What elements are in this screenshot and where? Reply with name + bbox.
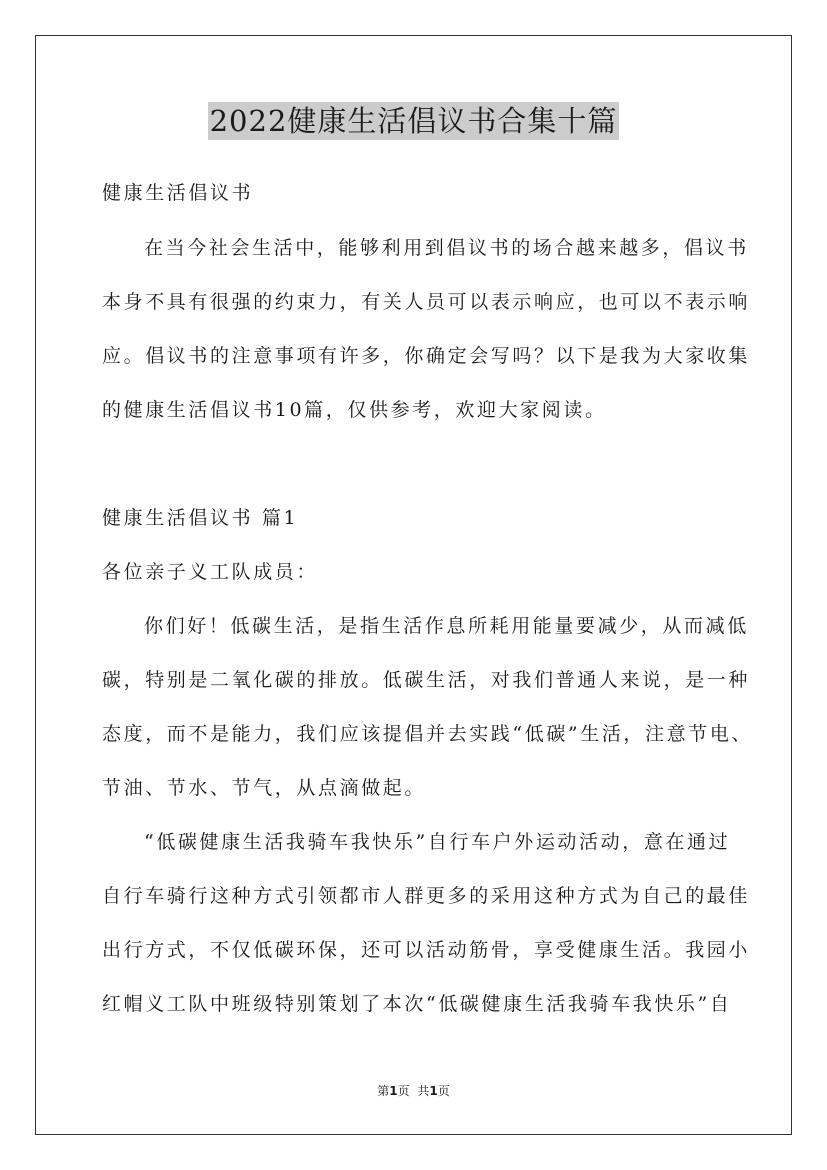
intro-line-4: 的健康生活倡议书10篇，仅供参考，欢迎大家阅读。	[102, 399, 607, 421]
intro-line-1: 在当今社会生活中，能够利用到倡议书的场合越来越多，倡议书	[144, 237, 749, 259]
para1-line-2: 碳，特别是二氧化碳的排放。低碳生活，对我们普通人来说，是一种	[102, 669, 751, 691]
salutation: 各位亲子义工队成员：	[102, 561, 319, 583]
intro-line-2: 本身不具有很强的约束力，有关人员可以表示响应，也可以不表示响	[102, 291, 751, 313]
section-heading: 健康生活倡议书 篇1	[102, 507, 299, 529]
para1-line-4: 节油、节水、节气，从点滴做起。	[102, 777, 427, 799]
footer-page-number: 1	[389, 1084, 398, 1098]
document-title-wrap	[0, 100, 827, 142]
footer-total-pages: 1	[429, 1084, 438, 1098]
footer-total-prefix: 共	[417, 1084, 430, 1098]
para2-line-4: 红帽义工队中班级特别策划了本次“低碳健康生活我骑车我快乐”自	[102, 993, 732, 1015]
para2-line-3: 出行方式，不仅低碳环保，还可以活动筋骨，享受健康生活。我园小	[102, 939, 751, 961]
para1-line-1: 你们好！低碳生活，是指生活作息所耗用能量要减少，从而减低	[144, 615, 749, 637]
intro-heading: 健康生活倡议书	[102, 182, 254, 204]
para1-line-3: 态度，而不是能力，我们应该提倡并去实践“低碳”生活，注意节电、	[102, 723, 754, 745]
page-footer	[0, 1082, 827, 1099]
document-title: 2022健康生活倡议书合集十篇	[209, 104, 618, 138]
footer-page-suffix: 页	[397, 1084, 410, 1098]
para2-line-1: “低碳健康生活我骑车我快乐”自行车户外运动活动，意在通过	[144, 831, 731, 853]
footer-total-suffix: 页	[437, 1084, 450, 1098]
intro-line-3: 应。倡议书的注意事项有许多，你确定会写吗？以下是我为大家收集	[102, 345, 751, 367]
footer-prefix: 第	[377, 1084, 390, 1098]
para2-line-2: 自行车骑行这种方式引领都市人群更多的采用这种方式为自己的最佳	[102, 885, 751, 907]
